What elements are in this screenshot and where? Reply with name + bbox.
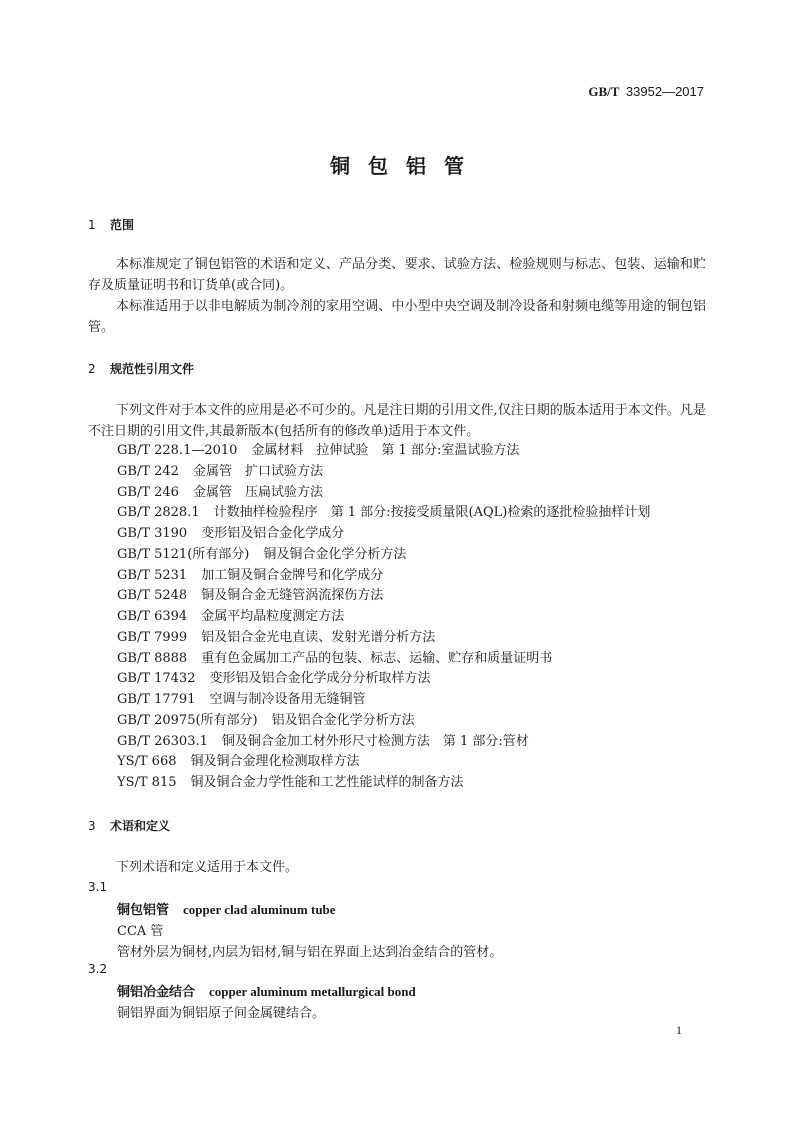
reference-item	[117, 690, 366, 710]
reference-code: GB/T 7999	[117, 630, 188, 645]
normative-refs-intro: 下列文件对于本文件的应用是必不可少的。凡是注日期的引用文件,仅注日期的版本适用于本文件。凡是不注日期的引用文件,其最新版本(包括所有的修改单)适用于本文件。	[88, 403, 706, 439]
section-heading-terms	[88, 817, 170, 834]
reference-code: GB/T 246	[117, 485, 179, 500]
reference-code: GB/T 5121(所有部分)	[117, 547, 250, 562]
reference-code: YS/T 668	[117, 754, 177, 769]
section-title: 规范性引用文件	[110, 362, 195, 376]
reference-code: GB/T 242	[117, 464, 179, 479]
reference-code: GB/T 17432	[117, 671, 196, 686]
reference-title: 铝及铝合金光电直读、发射光谱分析方法	[201, 630, 436, 645]
reference-title: 金属管 压扁试验方法	[192, 485, 323, 500]
reference-title: 铜及铜合金化学分析方法	[263, 547, 407, 562]
reference-code: GB/T 5248	[117, 588, 188, 603]
reference-title: 重有色金属加工产品的包装、标志、运输、贮存和质量证明书	[201, 651, 553, 666]
reference-code: GB/T 6394	[117, 609, 188, 624]
page-number: 1	[676, 1023, 682, 1037]
reference-item	[117, 649, 552, 669]
reference-code: GB/T 2828.1	[117, 505, 200, 520]
reference-item	[117, 545, 406, 565]
reference-item	[117, 773, 464, 793]
reference-title: 变形铝及铝合金化学成分分析取样方法	[209, 671, 431, 686]
section-number: 2	[88, 362, 96, 376]
term-number: 3.2	[88, 962, 108, 976]
reference-code: GB/T 5231	[117, 568, 188, 583]
reference-item	[117, 669, 431, 689]
term-zh: 铜包铝管	[117, 903, 170, 918]
reference-item	[117, 607, 344, 627]
term-definition: 管材外层为铜材,内层为铝材,铜与铝在界面上达到冶金结合的管材。	[117, 945, 503, 960]
term-heading	[117, 981, 416, 1000]
standard-code: 33952—2017	[625, 84, 704, 99]
reference-title: 加工铜及铜合金牌号和化学成分	[201, 568, 384, 583]
reference-title: 铜及铜合金加工材外形尺寸检测方法 第 1 部分:管材	[221, 734, 529, 749]
reference-code: GB/T 26303.1	[117, 734, 208, 749]
reference-code: GB/T 3190	[117, 526, 188, 541]
reference-item	[117, 628, 435, 648]
reference-title: 铜及铜合金理化检测取样方法	[190, 754, 360, 769]
reference-item	[117, 462, 323, 482]
reference-item	[117, 752, 360, 772]
reference-item	[117, 586, 383, 606]
reference-item	[117, 732, 529, 752]
section-number: 3	[88, 819, 96, 833]
term-en: copper aluminum metallurgical bond	[209, 984, 416, 999]
reference-item	[117, 441, 519, 461]
reference-code: GB/T 20975(所有部分)	[117, 713, 258, 728]
term-synonym: CCA 管	[117, 924, 164, 939]
standard-prefix: GB/T	[588, 84, 620, 99]
section-number: 1	[88, 218, 96, 232]
standard-number	[588, 84, 704, 100]
section-title: 范围	[110, 218, 135, 232]
reference-item	[117, 566, 383, 586]
section-heading-normative-refs	[88, 360, 194, 377]
reference-title: 铜及铜合金力学性能和工艺性能试样的制备方法	[190, 775, 464, 790]
reference-code: YS/T 815	[117, 775, 177, 790]
reference-code: GB/T 8888	[117, 651, 188, 666]
section-title: 术语和定义	[110, 819, 171, 833]
document-title: 铜包铝管	[330, 154, 482, 178]
scope-paragraph-1: 本标准规定了铜包铝管的术语和定义、产品分类、要求、试验方法、检验规则与标志、包装、运输和贮存及质量证明书和订货单(或合同)。	[88, 257, 706, 293]
section-heading-scope	[88, 216, 134, 233]
term-definition: 铜铝界面为铜铝原子间金属键结合。	[117, 1006, 326, 1021]
term-en: copper clad aluminum tube	[183, 902, 336, 917]
reference-title: 变形铝及铝合金化学成分	[201, 526, 345, 541]
reference-title: 金属管 扩口试验方法	[192, 464, 323, 479]
term-number: 3.1	[88, 880, 108, 894]
reference-title: 空调与制冷设备用无缝铜管	[209, 692, 366, 707]
reference-title: 计数抽样检验程序 第 1 部分:按接受质量限(AQL)检索的逐批检验抽样计划	[213, 505, 651, 520]
reference-title: 金属材料 拉伸试验 第 1 部分:室温试验方法	[251, 443, 520, 458]
reference-title: 铝及铝合金化学分析方法	[271, 713, 415, 728]
term-zh: 铜铝冶金结合	[117, 985, 196, 1000]
reference-code: GB/T 17791	[117, 692, 196, 707]
terms-intro: 下列术语和定义适用于本文件。	[116, 860, 299, 875]
term-heading	[117, 899, 336, 918]
reference-item	[117, 503, 650, 523]
reference-code: GB/T 228.1—2010	[117, 443, 238, 458]
reference-item	[117, 711, 415, 731]
reference-item	[117, 483, 323, 503]
scope-paragraph-2: 本标准适用于以非电解质为制冷剂的家用空调、中小型中央空调及制冷设备和射频电缆等用途的铜包铝管。	[88, 299, 706, 335]
reference-title: 金属平均晶粒度测定方法	[201, 609, 345, 624]
reference-title: 铜及铜合金无缝管涡流探伤方法	[201, 588, 384, 603]
reference-item	[117, 524, 344, 544]
